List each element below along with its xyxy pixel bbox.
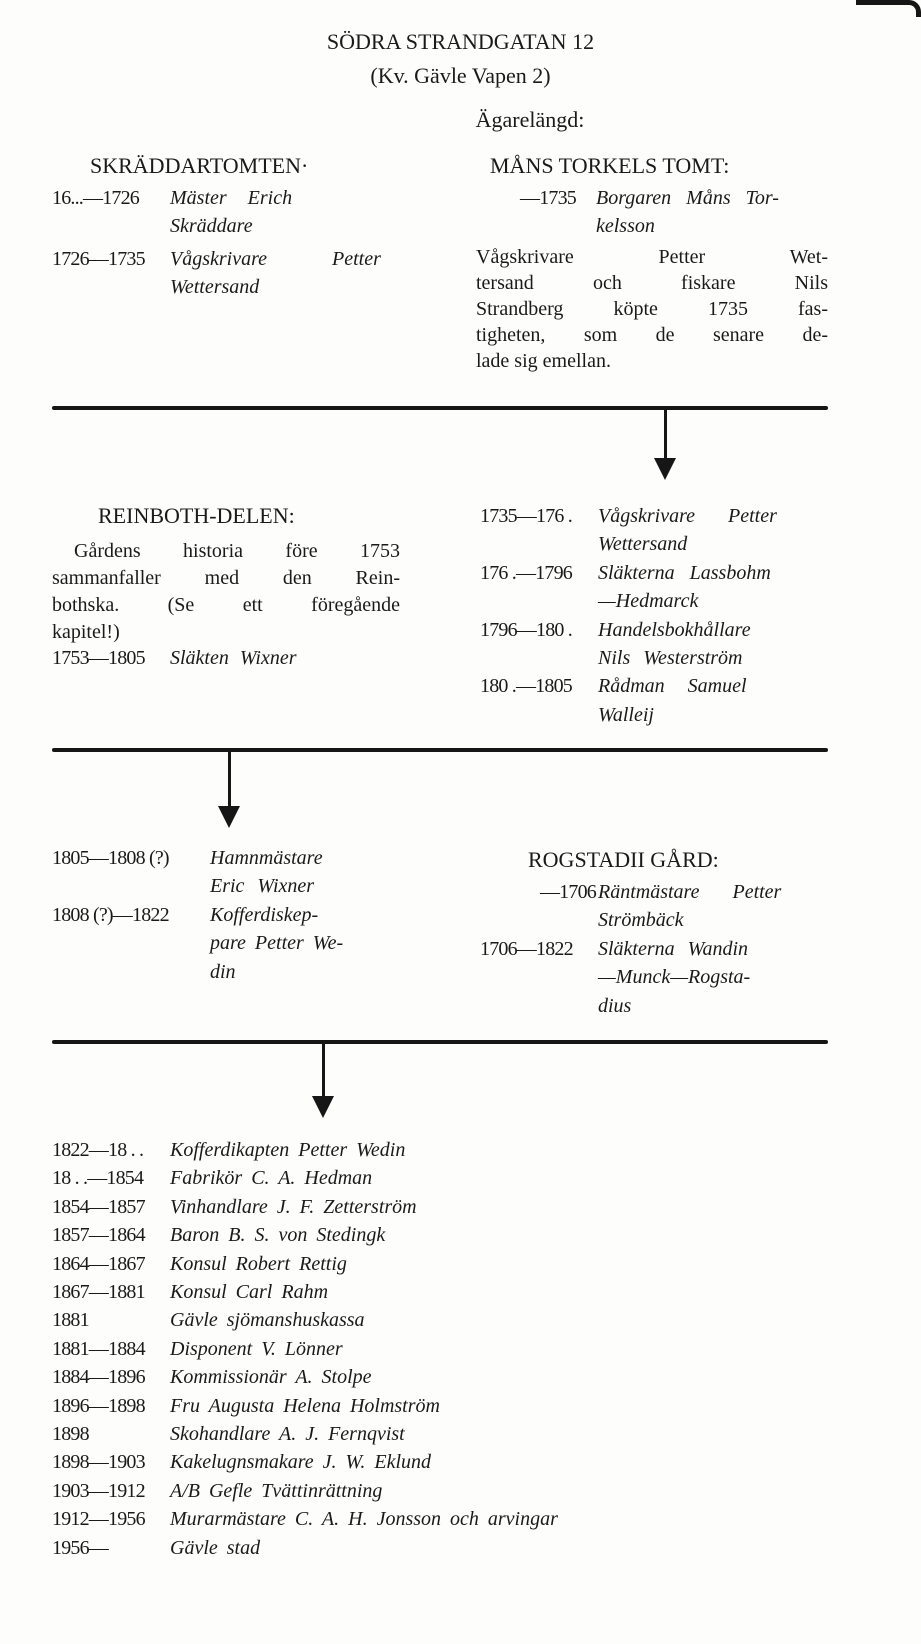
paragraph-line: lade sig emellan.: [476, 350, 611, 372]
entry-name-line: din: [210, 960, 236, 983]
arrow-stem: [322, 1044, 325, 1100]
owner-years: 1903—1912: [52, 1479, 145, 1502]
mans-torkels-entry: [520, 184, 779, 241]
table-row: [52, 1392, 558, 1420]
list-item: [52, 901, 343, 986]
owner-years: 1898—1903: [52, 1451, 145, 1474]
table-row: [52, 1477, 558, 1505]
mans-torkels-paragraph: [476, 244, 828, 374]
table-row: [52, 1164, 558, 1192]
entry-name-line: Hamnmästare: [210, 847, 323, 869]
list-item: [480, 672, 777, 729]
owner-name: Gävle sjömanshuskassa: [170, 1309, 365, 1332]
paragraph-line: tersand och fiskare Nils: [476, 272, 828, 294]
owner-name: Gävle stad: [170, 1536, 261, 1559]
list-item: [480, 935, 781, 1020]
bracket-rule: [52, 1040, 828, 1044]
entry-name-line: Kofferdiskep-: [210, 903, 319, 926]
owner-years: 1912—1956: [52, 1508, 145, 1531]
entry-name-line: —Hedmarck: [598, 590, 699, 613]
reinboth-entry: [52, 644, 297, 672]
list-item: [480, 502, 777, 559]
entry-years: —1706: [539, 881, 596, 903]
owner-years: 1867—1881: [52, 1281, 145, 1304]
arrow-down-icon: [312, 1096, 334, 1118]
entry-name-line: Handelsbokhållare: [598, 618, 751, 641]
list-item: [480, 559, 777, 616]
merged-1735-entries: [480, 502, 777, 729]
arrow-stem: [228, 752, 231, 808]
entry-name-line: Strömbäck: [598, 909, 684, 932]
skraddartomten-heading: SKRÄDDARTOMTEN·: [90, 153, 309, 178]
table-row: [52, 1534, 558, 1562]
rogstadii-heading: ROGSTADII GÅRD:: [528, 847, 719, 872]
list-item: [480, 616, 777, 673]
table-row: [52, 1420, 558, 1448]
entry-name-line: Räntmästare Petter: [598, 881, 782, 903]
entry-name-line: —Munck—Rogsta-: [598, 966, 751, 989]
owner-name: Kofferdikapten Petter Wedin: [170, 1139, 406, 1161]
entry-years: 1706—1822: [480, 937, 573, 960]
table-row: [52, 1136, 558, 1164]
entry-years: 1805—1808 (?): [52, 847, 169, 869]
table-row: [52, 1278, 558, 1306]
page-title: SÖDRA STRANDGATAN 12: [326, 29, 595, 54]
owner-years: 1854—1857: [52, 1195, 145, 1218]
table-row: [52, 1363, 558, 1391]
owner-name: Fabrikör C. A. Hedman: [170, 1167, 373, 1190]
entry-name-line: pare Petter We-: [210, 932, 344, 955]
entry-name-line: Skräddare: [170, 215, 253, 238]
owners-label: Ägarelängd:: [475, 107, 585, 132]
list-item: [52, 844, 343, 901]
owner-years: 1884—1896: [52, 1366, 145, 1389]
entry-name-line: Eric Wixner: [210, 875, 315, 898]
paragraph-line: Vågskrivare Petter Wet-: [476, 246, 828, 268]
entry-name-line: Släkterna Lassbohm: [598, 561, 771, 584]
entry-name-line: Vågskrivare Petter: [598, 505, 777, 527]
entry-years: 1808 (?)—1822: [52, 903, 169, 926]
list-item: [520, 184, 779, 241]
table-row: [52, 1193, 558, 1221]
entry-name-line: Nils Westerström: [598, 647, 743, 670]
table-row: [52, 1448, 558, 1476]
entry-name: Släkten Wixner: [170, 647, 297, 669]
rogstadii-entries: [480, 878, 781, 1020]
entry-years: 16...—1726: [52, 187, 140, 209]
table-row: [52, 1505, 558, 1533]
paragraph-line: Gårdens historia före 1753: [74, 540, 400, 562]
owner-name: Konsul Carl Rahm: [170, 1281, 329, 1304]
owner-name: Fru Augusta Helena Holmström: [170, 1394, 440, 1417]
list-item: [52, 644, 297, 672]
owner-years: 1857—1864: [52, 1224, 145, 1247]
owner-years: 1898: [52, 1423, 89, 1446]
owner-years: 1881: [52, 1309, 89, 1332]
owner-name: Disponent V. Lönner: [170, 1337, 343, 1360]
entry-years: —1735: [520, 187, 577, 209]
entry-name-line: Wettersand: [598, 533, 688, 556]
owner-name: A/B Gefle Tvättinrättning: [170, 1479, 383, 1502]
owner-years: 1881—1884: [52, 1337, 145, 1360]
owner-years: 18 . .—1854: [52, 1167, 144, 1190]
entry-name-line: Släkterna Wandin: [598, 937, 749, 960]
paragraph-line: kapitel!): [52, 621, 120, 643]
entry-years: 180 .—1805: [480, 675, 573, 698]
final-owners-list: [52, 1136, 558, 1562]
entry-name-line: Borgaren Måns Tor-: [596, 187, 779, 209]
reinboth-paragraph: [52, 538, 400, 646]
arrow-down-icon: [218, 806, 240, 828]
paragraph-line: sammanfaller med den Rein-: [52, 567, 400, 589]
owner-name: Konsul Robert Rettig: [170, 1252, 347, 1275]
list-item: [52, 184, 381, 241]
table-row: [52, 1250, 558, 1278]
table-row: [52, 1335, 558, 1363]
reinboth-heading: REINBOTH-DELEN:: [98, 503, 295, 528]
paragraph-line: tigheten, som de senare de-: [476, 324, 828, 346]
entry-name-line: Walleij: [598, 703, 654, 726]
page-corner-mark: [856, 0, 921, 17]
page-subtitle: (Kv. Gävle Vapen 2): [370, 63, 551, 88]
entry-years: 176 .—1796: [480, 561, 573, 584]
owner-name: Baron B. S. von Stedingk: [170, 1224, 386, 1247]
owner-years: 1896—1898: [52, 1394, 145, 1417]
entry-years: 1726—1735: [52, 247, 145, 270]
entry-name-line: Rådman Samuel: [598, 675, 747, 698]
entry-name-line: kelsson: [596, 215, 655, 238]
arrow-stem: [664, 410, 667, 460]
entry-name-line: Wettersand: [170, 276, 260, 299]
list-item: [52, 245, 381, 302]
bracket-rule: [52, 406, 828, 410]
paragraph-line: bothska. (Se ett föregående: [52, 594, 400, 616]
owner-name: Kommissionär A. Stolpe: [170, 1366, 372, 1389]
entry-years: 1753—1805: [52, 647, 145, 669]
entry-name-line: dius: [598, 994, 632, 1017]
list-item: [480, 878, 781, 935]
entry-name-line: Vågskrivare Petter: [170, 247, 381, 270]
owner-years: 1864—1867: [52, 1252, 145, 1275]
entry-years: 1796—180 .: [480, 618, 573, 641]
owner-name: Murarmästare C. A. H. Jonsson och arvingar: [170, 1508, 558, 1531]
table-row: [52, 1221, 558, 1249]
paragraph-line: Strandberg köpte 1735 fas-: [476, 298, 828, 320]
entry-years: 1735—176 .: [480, 505, 573, 527]
owner-name: Kakelugnsmakare J. W. Eklund: [170, 1451, 432, 1474]
skraddartomten-entries: [52, 184, 381, 302]
owner-name: Skohandlare A. J. Fernqvist: [170, 1423, 405, 1446]
owner-years: 1822—18 . .: [52, 1139, 144, 1161]
merged-1805-entries: [52, 844, 343, 986]
mans-torkels-heading: MÅNS TORKELS TOMT:: [490, 153, 730, 178]
table-row: [52, 1306, 558, 1334]
entry-name-line: Mäster Erich: [170, 187, 293, 209]
bracket-rule: [52, 748, 828, 752]
arrow-down-icon: [654, 458, 676, 480]
owner-years: 1956—: [52, 1536, 109, 1559]
owner-name: Vinhandlare J. F. Zetterström: [170, 1195, 417, 1218]
